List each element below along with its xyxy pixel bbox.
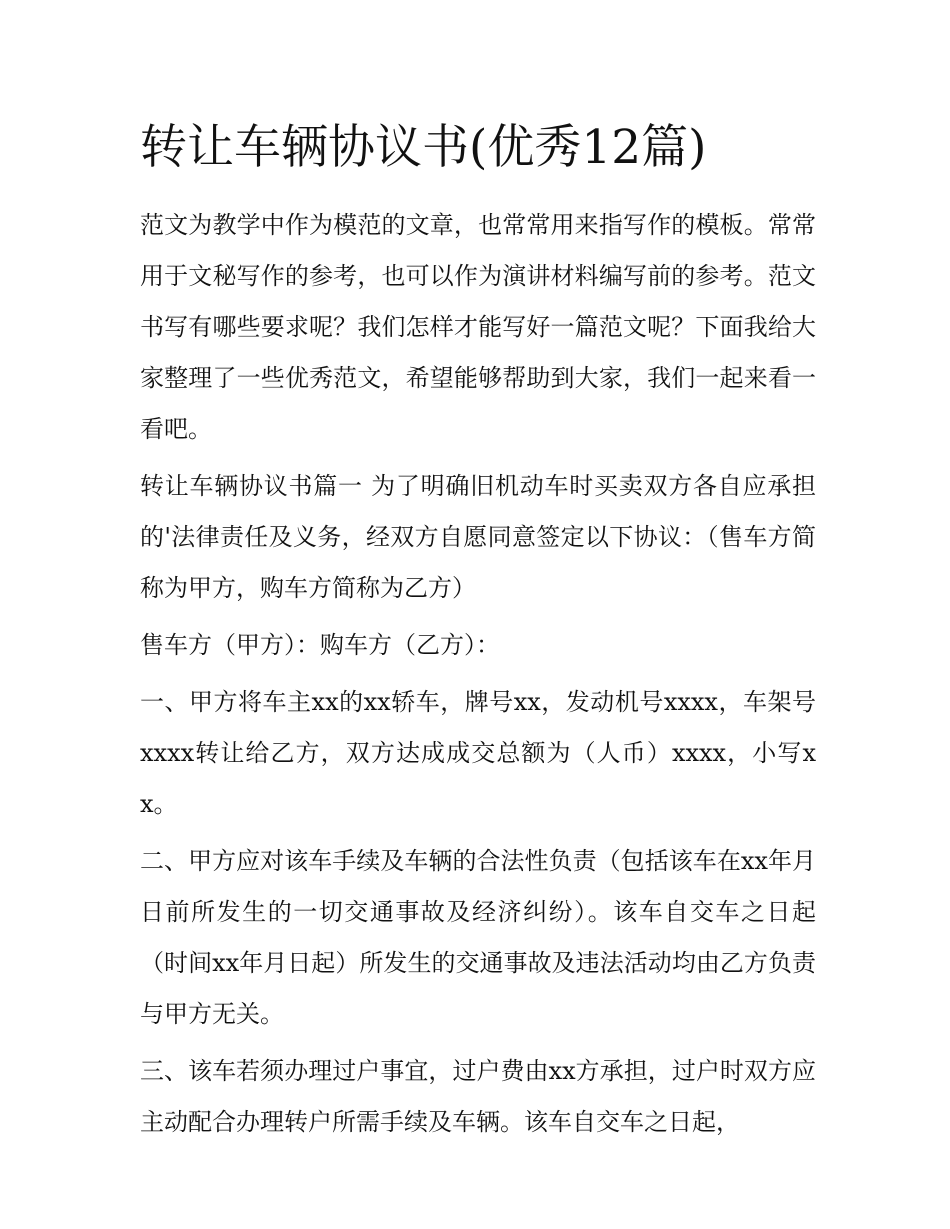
clause-two-paragraph: 二、甲方应对该车手续及车辆的合法性负责（包括该车在xx年月日前所发生的一切交通事故及经济纠纷）。该车自交车之日起（时间xx年月日起）所发生的交通事故及违法活动均由乙方负责与甲方无关。 — [140, 847, 816, 1028]
clause-one-paragraph: 一、甲方将车主xx的xx轿车，牌号xx，发动机号xxxx，车架号xxxx转让给乙方，双方达成成交总额为（人币）xxxx，小写xx。 — [140, 688, 816, 818]
document-title: 转让车辆协议书(优秀12篇) — [140, 120, 707, 175]
clause-three-paragraph: 三、该车若须办理过户事宜，过户费由xx方承担，过户时双方应主动配合办理转户所需手续及车辆。该车自交车之日起， — [140, 1057, 816, 1136]
intro-paragraph: 范文为教学中作为模范的文章，也常常用来指写作的模板。常常用于文秘写作的参考，也可以作为演讲材料编写前的参考。范文书写有哪些要求呢？我们怎样才能写好一篇范文呢？下面我给大家整理了一些优秀范文，希望能够帮助到大家，我们一起来看一看吧。 — [140, 211, 816, 443]
agreement-preamble-paragraph: 转让车辆协议书篇一 为了明确旧机动车时买卖双方各自应承担的'法律责任及义务，经双方自愿同意签定以下协议：（售车方简称为甲方，购车方简称为乙方） — [140, 472, 816, 602]
document-body — [140, 200, 816, 1154]
parties-line: 售车方（甲方）：购车方（乙方）： — [140, 631, 500, 659]
